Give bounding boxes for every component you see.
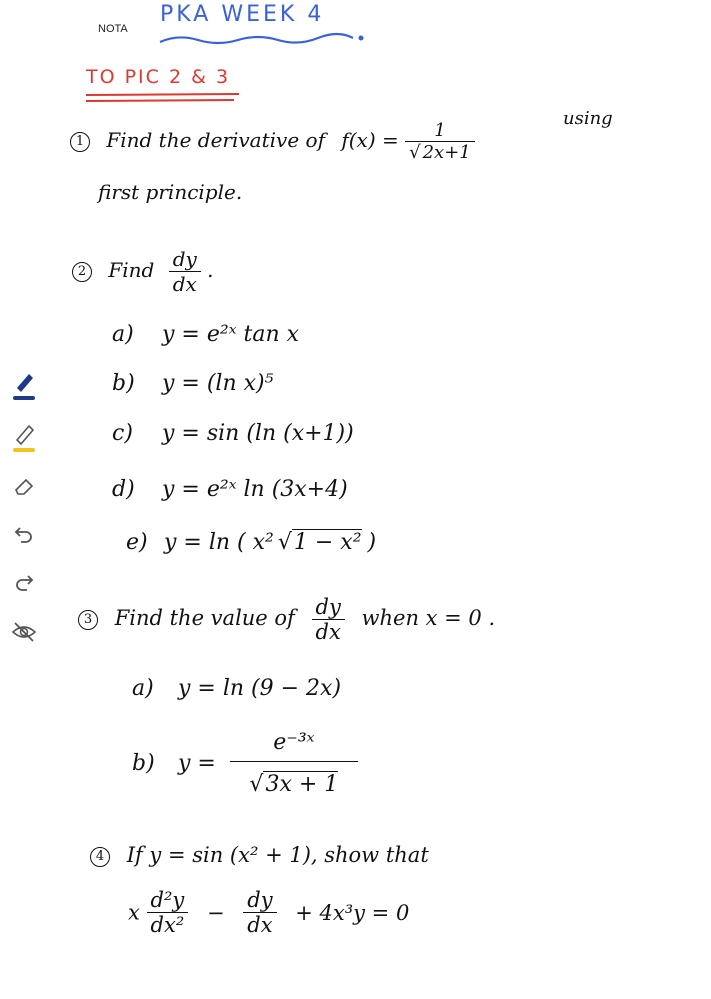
pen-icon [9, 366, 39, 402]
second-derivative-fraction [147, 888, 189, 937]
fraction-denominator: dx [243, 912, 276, 937]
question-4-text: If y = sin (x² + 1), show that [126, 843, 429, 867]
undo-icon [12, 522, 36, 546]
fraction-denominator: √3x + 1 [230, 761, 358, 797]
highlighter-tool-button[interactable] [6, 418, 42, 454]
question-2-part-d [112, 477, 348, 502]
part-expression: y = (ln x)⁵ [162, 371, 274, 396]
fraction-numerator: 1 [434, 120, 446, 141]
question-1 [70, 120, 475, 163]
question-3-when: when x = 0 . [361, 606, 496, 630]
sqrt-radicand: 3x + 1 [265, 772, 339, 797]
hide-annotations-button[interactable] [6, 614, 42, 650]
eq-tail: + 4x³y = 0 [295, 900, 410, 925]
nota-label: NOTA [98, 23, 128, 35]
question-3-part-b [132, 730, 358, 797]
question-1-line2: first principle. [98, 180, 243, 204]
question-3-b-fraction [230, 730, 358, 797]
redo-button[interactable] [6, 564, 42, 600]
part-label: c) [112, 421, 133, 446]
part-expression: y = ln ( x² [164, 530, 274, 555]
question-4-equation [128, 888, 409, 937]
part-lhs: y = [178, 751, 216, 776]
part-label: b) [112, 371, 135, 396]
first-derivative-fraction [243, 888, 276, 937]
part-expression: y = ln (9 − 2x) [178, 676, 342, 701]
topic-heading: TO PIC 2 & 3 [86, 66, 231, 88]
fraction-numerator: e⁻³ˣ [273, 730, 315, 755]
hide-icon [11, 620, 37, 644]
eq-x: x [128, 900, 140, 925]
period: . [207, 258, 214, 282]
question-1-fx: f(x) = [341, 128, 399, 152]
fraction-numerator: d²y [150, 888, 185, 912]
sqrt-radicand: 2x+1 [422, 142, 471, 163]
fraction-numerator: dy [247, 888, 273, 912]
fraction-denominator: dx [169, 271, 201, 296]
pen-tool-button[interactable] [6, 366, 42, 402]
question-3-text: Find the value of [114, 606, 295, 630]
sqrt-radicand: 1 − x² [293, 530, 362, 555]
question-3-part-a [132, 676, 341, 701]
question-2-part-b [112, 371, 273, 396]
question-2-fraction [169, 247, 201, 296]
closing-paren: ) [367, 530, 377, 555]
question-2-part-a [112, 322, 299, 347]
question-1-text: Find the derivative of [106, 128, 325, 152]
fraction-denominator: dx² [147, 912, 189, 937]
fraction-denominator: dx [312, 619, 345, 644]
fraction-numerator: dy [172, 247, 197, 271]
fraction-numerator: dy [315, 595, 341, 619]
question-4-number: 4 [90, 847, 110, 867]
question-4 [90, 843, 429, 867]
fraction-denominator: √ 2x+1 [405, 141, 475, 163]
part-label: d) [112, 477, 135, 502]
part-label: a) [112, 322, 134, 347]
sqrt-sign: √ [277, 530, 292, 555]
part-expression: y = sin (ln (x+1)) [162, 421, 354, 446]
question-2-number: 2 [72, 262, 92, 282]
topic-underline [84, 91, 244, 105]
question-1-using: using [563, 108, 613, 129]
question-2-part-c [112, 421, 354, 446]
part-expression: y = e²ˣ tan x [162, 322, 300, 347]
question-3-fraction [312, 595, 345, 644]
question-2-part-e [126, 530, 376, 555]
part-expression: y = e²ˣ ln (3x+4) [162, 477, 348, 502]
annotation-toolbar [0, 360, 48, 660]
part-label: a) [132, 676, 154, 701]
question-3-number: 3 [78, 610, 98, 630]
part-label: b) [132, 751, 155, 776]
highlighter-icon [9, 418, 39, 454]
eraser-tool-button[interactable] [6, 468, 42, 504]
redo-icon [12, 570, 36, 594]
eraser-icon [12, 474, 36, 498]
undo-button[interactable] [6, 516, 42, 552]
question-2-text: Find [108, 258, 155, 282]
title-underline [158, 28, 368, 48]
question-3 [78, 595, 495, 644]
eq-minus: − [206, 900, 225, 925]
part-label: e) [126, 530, 148, 555]
page-title: PKA WEEK 4 [160, 2, 325, 27]
question-1-fraction [405, 120, 475, 163]
question-1-number: 1 [70, 132, 90, 152]
question-2 [72, 247, 214, 296]
